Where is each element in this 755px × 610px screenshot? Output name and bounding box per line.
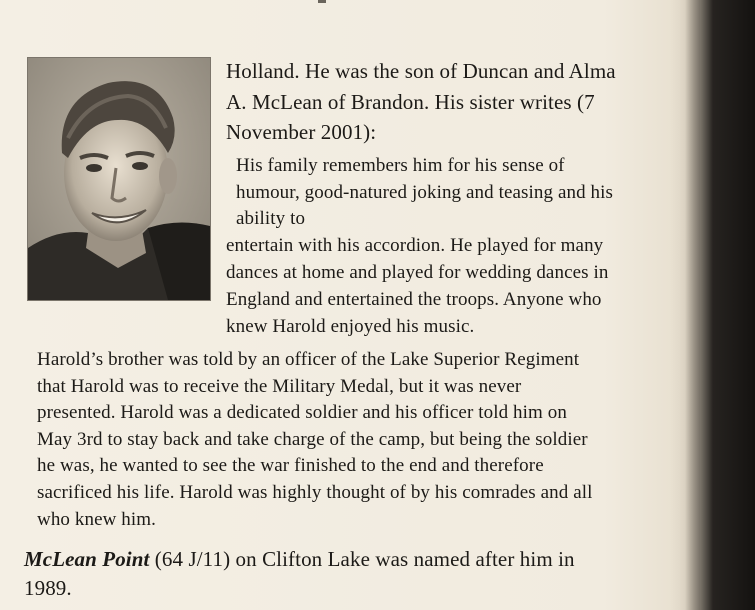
paragraph2-line2: that Harold was to receive the Military Medal, but it was never [37, 376, 522, 397]
quote-line4: entertain with his accordion. He played for many [226, 235, 604, 256]
paragraph1-line1: Holland. He was the son of Duncan and Alma [226, 59, 616, 83]
portrait-icon [28, 58, 210, 300]
paragraph1-line2: A. McLean of Brandon. His sister writes (7 [226, 90, 595, 114]
footer-line2: 1989. [24, 576, 72, 600]
paragraph1-line3: November 2001): [226, 120, 377, 144]
quote-line1: His family remembers him for his sense of [236, 155, 565, 176]
book-binding-shadow [685, 0, 755, 610]
quote-line2: humour, good-natured joking and teasing and his [236, 182, 614, 203]
paragraph2-line1: Harold’s brother was told by an officer of the Lake Superior Regiment [37, 349, 580, 370]
footer-line1-rest: (64 J/11) on Clifton Lake was named after him in [149, 547, 575, 571]
quote-line5: dances at home and played for wedding dances in [226, 262, 609, 283]
portrait-photo [27, 57, 211, 301]
quote-line6: England and entertained the troops. Anyone who [226, 289, 602, 310]
quote-line7: knew Harold enjoyed his music. [226, 316, 475, 337]
place-name: McLean Point [24, 547, 150, 571]
paragraph2-line4: May 3rd to stay back and take charge of the camp, but being the soldier [37, 429, 588, 450]
paragraph2-line6: sacrificed his life. Harold was highly thought of by his comrades and all [37, 482, 593, 503]
paragraph2-line3: presented. Harold was a dedicated soldier and his officer told him on [37, 402, 567, 423]
paragraph2-line7: who knew him. [37, 509, 156, 530]
paragraph2-line5: he was, he wanted to see the war finished to the end and therefore [37, 455, 544, 476]
quote-line3: ability to [236, 208, 306, 229]
footer-line1 [24, 546, 575, 572]
page-mark [318, 0, 326, 3]
